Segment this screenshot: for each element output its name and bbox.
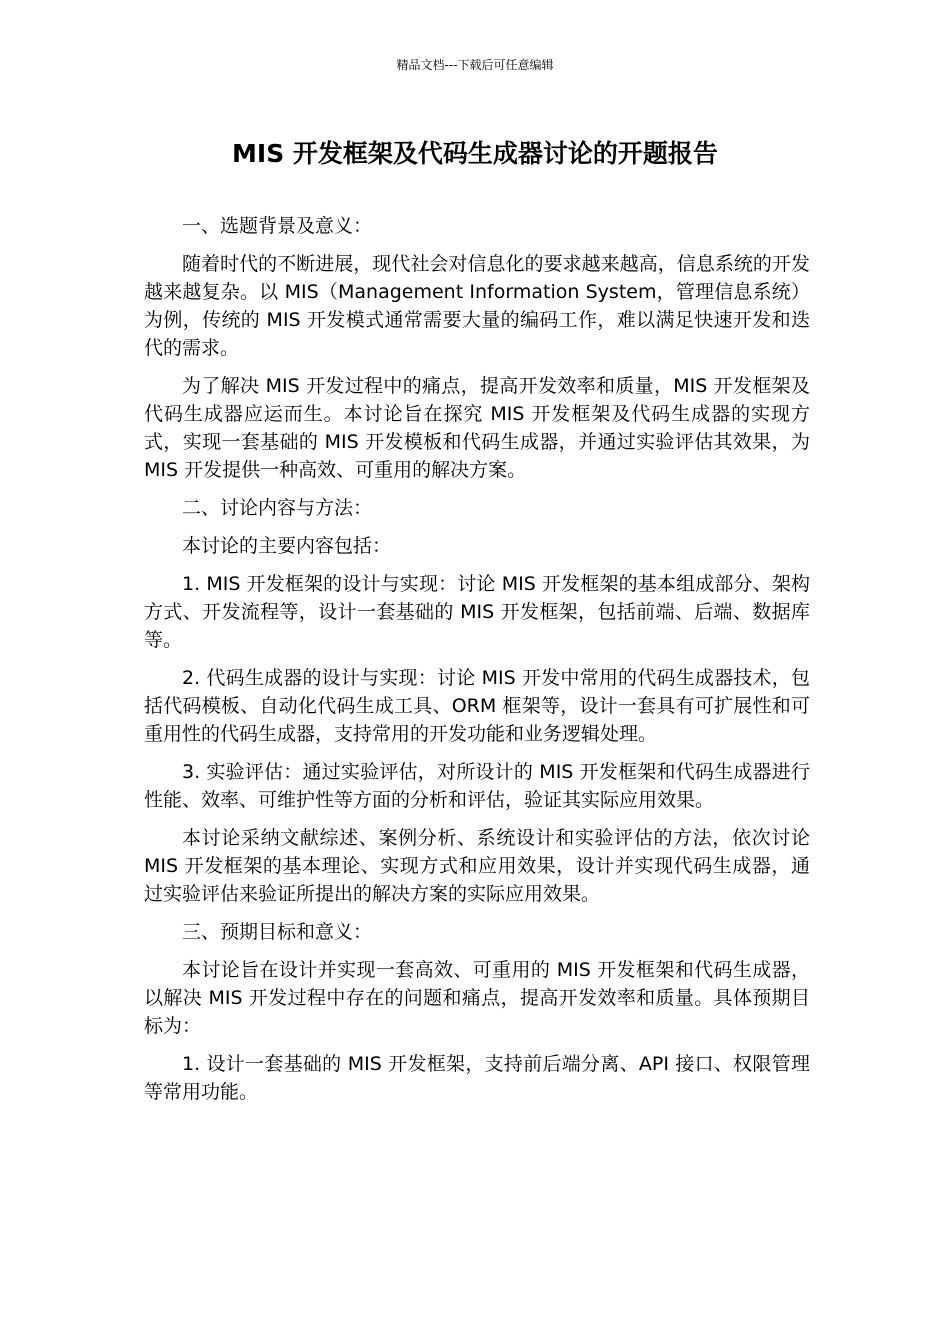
list-item: 3. 实验评估：通过实验评估，对所设计的 MIS 开发框架和代码生成器进行性能、效率、可维护性等方面的分析和评估，验证其实际应用效果。 bbox=[144, 761, 810, 811]
document-body bbox=[144, 212, 810, 1116]
header-note: 精品文档---下载后可任意编辑 bbox=[396, 58, 554, 72]
paragraph: 本讨论采纳文献综述、案例分析、系统设计和实验评估的方法，依次讨论 MIS 开发框架的基本理论、实现方式和应用效果，设计并实现代码生成器，通过实验评估来验证所提出的解决方案的实际应用效果。 bbox=[144, 827, 810, 905]
paragraph: 本讨论的主要内容包括： bbox=[182, 535, 392, 557]
document-title: MIS 开发框架及代码生成器讨论的开题报告 bbox=[232, 139, 718, 168]
section-heading-background: 一、选题背景及意义： bbox=[182, 215, 373, 237]
list-item: 1. 设计一套基础的 MIS 开发框架，支持前后端分离、API 接口、权限管理等常用功能。 bbox=[144, 1053, 810, 1103]
section-heading-goals: 三、预期目标和意义： bbox=[182, 921, 373, 943]
paragraph: 为了解决 MIS 开发过程中的痛点，提高开发效率和质量，MIS 开发框架及代码生成器应运而生。本讨论旨在探究 MIS 开发框架及代码生成器的实现方式，实现一套基础的 MIS 开发模板和代码生成器，并通过实验评估其效果，为 MIS 开发提供一种高效、可重用的解决方案。 bbox=[144, 375, 810, 481]
list-item: 1. MIS 开发框架的设计与实现：讨论 MIS 开发框架的基本组成部分、架构方式、开发流程等，设计一套基础的 MIS 开发框架，包括前端、后端、数据库等。 bbox=[144, 573, 810, 651]
section-heading-content-method: 二、讨论内容与方法： bbox=[182, 497, 373, 519]
paragraph: 本讨论旨在设计并实现一套高效、可重用的 MIS 开发框架和代码生成器，以解决 MIS 开发过程中存在的问题和痛点，提高开发效率和质量。具体预期目标为： bbox=[144, 959, 810, 1037]
paragraph: 随着时代的不断进展，现代社会对信息化的要求越来越高，信息系统的开发越来越复杂。以 MIS（Management Information System，管理信息系统）为例，传统的 MIS 开发模式通常需要大量的编码工作，难以满足快速开发和迭代的需求。 bbox=[144, 253, 810, 359]
list-item: 2. 代码生成器的设计与实现：讨论 MIS 开发中常用的代码生成器技术，包括代码模板、自动化代码生成工具、ORM 框架等，设计一套具有可扩展性和可重用性的代码生成器，支持常用的开发功能和业务逻辑处理。 bbox=[144, 667, 810, 745]
